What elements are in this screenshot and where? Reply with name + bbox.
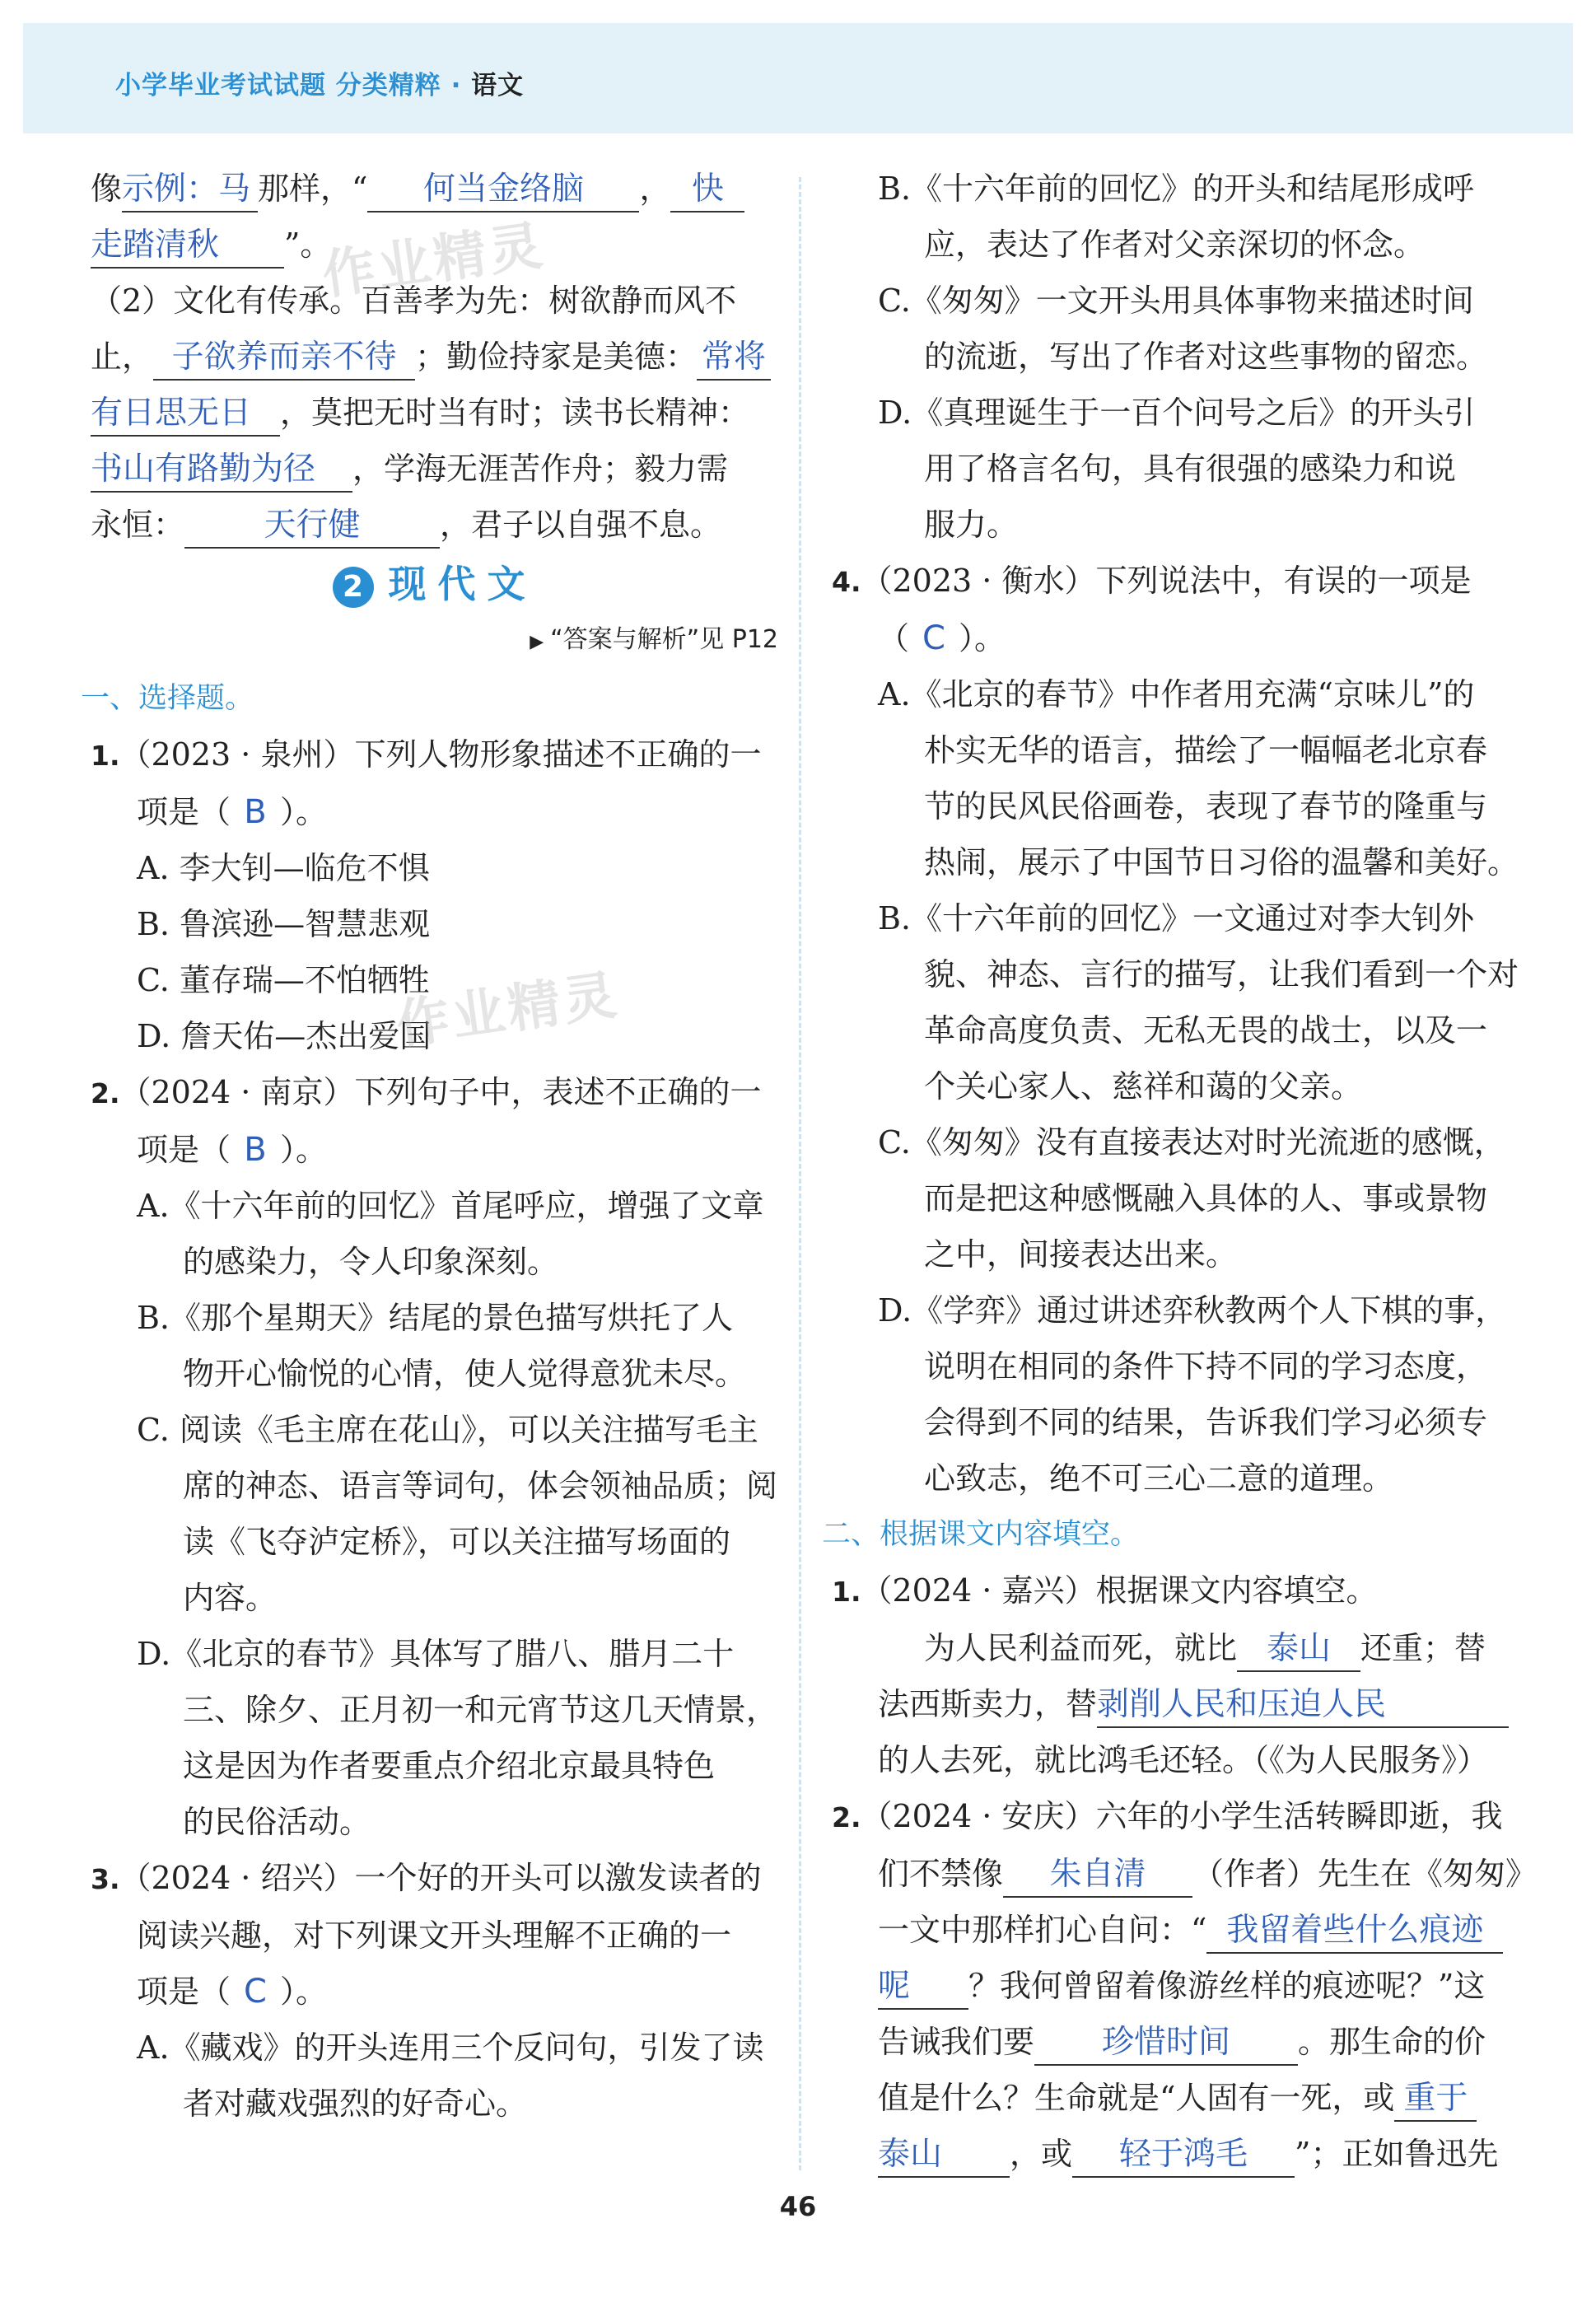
text: ，学海无涯苦作舟；毅力需 — [352, 451, 729, 487]
q2-line-4 — [91, 441, 778, 497]
option: B.《十六年前的回忆》的开头和结尾形成呼 — [878, 170, 1475, 207]
answer-blank: 剥削人民和压迫人民 — [1097, 1684, 1509, 1728]
subject-label: 语文 — [471, 71, 525, 100]
answer-blank: 泰山 — [1237, 1628, 1360, 1672]
answer-choice: B — [244, 793, 267, 831]
text: 项是（ — [137, 794, 231, 830]
text: 还重；替 — [1360, 1630, 1486, 1666]
question-4-stem-2 — [832, 610, 1509, 666]
text: （2024 · 嘉兴）根据课文内容填空。 — [861, 1572, 1378, 1609]
fill-2-line-4 — [832, 1958, 1509, 2014]
text: 。那生命的价 — [1298, 2024, 1486, 2060]
text: 一文中那样扪心自问：“ — [878, 1912, 1207, 1948]
page-number: 46 — [779, 2191, 817, 2222]
option-cont: 服力。 — [924, 507, 1019, 543]
option-cont: 朴实无华的语言，描绘了一幅幅老北京春 — [924, 732, 1488, 768]
text: ”。 — [284, 227, 332, 263]
option-cont: 之中，间接表达出来。 — [924, 1236, 1238, 1273]
option: C.《匆匆》没有直接表达对时光流逝的感慨， — [878, 1124, 1505, 1161]
section-heading: 现代文 — [388, 562, 537, 606]
fill-2-line-2 — [832, 1846, 1538, 1902]
question-number: 1. — [832, 1576, 861, 1608]
option: A.《十六年前的回忆》首尾呼应，增强了文章 — [137, 1188, 764, 1224]
text: ，莫把无时当有时；读书长精神： — [280, 395, 750, 431]
text: 永恒： — [91, 507, 185, 543]
answer-blank: 天行健 — [184, 504, 440, 549]
option-cont: 的感染力，令人印象深刻。 — [183, 1244, 559, 1280]
text: ，君子以自强不息。 — [440, 507, 722, 543]
watermark: 作业精灵 — [319, 215, 549, 307]
text: 那样，“ — [258, 170, 368, 207]
question-1-stem — [91, 726, 778, 784]
question-3-stem-2: 阅读兴趣，对下列课文开头理解不正确的一 — [137, 1917, 732, 1954]
answer-blank: 我留着些什么痕迹 — [1206, 1909, 1503, 1954]
text: （2024 · 绍兴）一个好的开头可以激发读者的 — [119, 1860, 762, 1896]
section-number-badge: 2 — [333, 567, 374, 608]
option: B. 鲁滨逊—智慧悲观 — [137, 906, 431, 942]
text: 为人民利益而死，就比 — [924, 1630, 1238, 1666]
answer-choice: C — [922, 619, 945, 657]
text: （2024 · 安庆）六年的小学生活转瞬即逝，我 — [861, 1798, 1503, 1834]
answer-reference — [91, 612, 778, 670]
right-column — [822, 161, 1538, 2182]
text: “答案与解析”见 P12 — [550, 625, 778, 654]
answer-choice: B — [244, 1131, 267, 1169]
answer-blank: 朱自清 — [1003, 1853, 1192, 1898]
answer-blank: 常将 — [697, 336, 771, 381]
answer-choice: C — [244, 1973, 267, 2011]
section-title — [91, 556, 778, 612]
text: 法西斯卖力，替 — [878, 1686, 1098, 1722]
option: C.《匆匆》一文开头用具体事物来描述时间 — [878, 283, 1474, 319]
option-cont: 节的民风民俗画卷，表现了春节的隆重与 — [924, 788, 1488, 824]
question-number: 2. — [91, 1077, 120, 1109]
option: B.《十六年前的回忆》一文通过对李大钊外 — [878, 900, 1475, 936]
text: ）。 — [280, 1973, 328, 2010]
option: C. 董存瑞—不怕牺牲 — [137, 962, 430, 998]
text: （ — [878, 620, 910, 656]
option-cont: 革命高度负责、无私无畏的战士，以及一 — [924, 1012, 1488, 1049]
question-3-stem-3 — [91, 1964, 778, 2020]
option-cont: 应，表达了作者对父亲深切的怀念。 — [924, 227, 1426, 263]
answer-blank: 珍惜时间 — [1034, 2021, 1298, 2066]
option: D.《学弈》通过讲述弈秋教两个人下棋的事， — [878, 1292, 1507, 1329]
question-number: 4. — [832, 566, 861, 598]
answer-blank: 泰山 — [878, 2133, 1010, 2178]
option-cont: 这是因为作者要重点介绍北京最具特色 — [183, 1748, 716, 1784]
option-cont: 貌、神态、言行的描写，让我们看到一个对 — [924, 956, 1519, 993]
text: （2）文化有传承。百善孝为先：树欲静而风不 — [91, 283, 737, 319]
answer-blank: 何当金络脑 — [367, 168, 639, 213]
text: ）。 — [280, 794, 328, 830]
text: （2024 · 南京）下列句子中，表述不正确的一 — [119, 1074, 762, 1110]
option-cont: 的民俗活动。 — [183, 1804, 371, 1840]
option-cont: 三、除夕、正月初一和元宵节这几天情景， — [183, 1692, 778, 1728]
option-cont: 个关心家人、慈祥和蔼的父亲。 — [924, 1068, 1363, 1105]
fill-2-line-6 — [832, 2070, 1509, 2126]
option: D.《真理诞生于一百个问号之后》的开头引 — [878, 395, 1476, 431]
answer-blank: 呢 — [878, 1965, 968, 2010]
option-cont: 的流逝，写出了作者对这些事物的留恋。 — [924, 339, 1488, 375]
fill-1-stem — [832, 1562, 1509, 1620]
answer-blank: 示例：马 — [122, 168, 258, 213]
question-2-stem — [91, 1064, 778, 1122]
answer-blank: 轻于鸿毛 — [1072, 2133, 1295, 2178]
q2-line-2 — [91, 329, 778, 385]
option: A. 李大钊—临危不惧 — [137, 850, 430, 886]
text: 项是（ — [137, 1132, 231, 1168]
option-cont: 会得到不同的结果，告诉我们学习必须专 — [924, 1404, 1488, 1441]
question-4-stem — [832, 553, 1509, 610]
question-1-stem-2 — [91, 784, 778, 840]
fill-1-line-2 — [832, 1676, 1509, 1732]
answer-blank: 有日思无日 — [91, 392, 280, 437]
answer-blank: 走踏清秋 — [91, 224, 284, 269]
text: 值是什么？生命就是“人固有一死，或 — [878, 2080, 1395, 2116]
option-cont: 用了格言名句，具有很强的感染力和说 — [924, 451, 1457, 487]
question-number: 1. — [91, 740, 120, 772]
answer-blank: 快 — [670, 168, 744, 213]
option: C. 阅读《毛主席在花山》，可以关注描写毛主 — [137, 1412, 758, 1448]
question-number: 2. — [832, 1801, 861, 1833]
triangle-right-icon: ▶ — [530, 632, 544, 652]
answer-blank: 书山有路勤为径 — [91, 448, 352, 493]
text: （2023 · 泉州）下列人物形象描述不正确的一 — [119, 736, 762, 773]
option: B.《那个星期天》结尾的景色描写烘托了人 — [137, 1300, 734, 1336]
option-cont: 席的神态、语言等词句，体会领袖品质；阅 — [183, 1468, 778, 1504]
text: 们不禁像 — [878, 1856, 1004, 1892]
option-cont: 说明在相同的条件下持不同的学习态度， — [924, 1348, 1488, 1385]
column-divider — [799, 177, 801, 2170]
text: ；勤俭持家是美德： — [415, 339, 698, 375]
fill-2-line-7 — [832, 2126, 1509, 2182]
fill-2-line-5 — [832, 2014, 1509, 2070]
option-cont: 而是把这种感慨融入具体的人、事或景物 — [924, 1180, 1488, 1217]
fill-1-line-1 — [832, 1620, 1509, 1676]
category-heading: 一、选择题。 — [81, 682, 254, 715]
text: （作者）先生在《匆匆》 — [1192, 1856, 1538, 1892]
text: ， — [639, 170, 671, 207]
option-cont: 内容。 — [183, 1580, 278, 1616]
fill-1-line-3: 的人去死，就比鸿毛还轻。（《为人民服务》） — [878, 1742, 1489, 1778]
option-cont: 热闹，展示了中国节日习俗的温馨和美好。 — [924, 844, 1519, 880]
option: A.《藏戏》的开头连用三个反问句，引发了读 — [137, 2029, 764, 2066]
text: 告诫我们要 — [878, 2024, 1035, 2060]
question-3-stem — [91, 1850, 778, 1908]
answer-blank: 重于 — [1394, 2077, 1477, 2122]
q2-line-5 — [91, 497, 778, 553]
category-heading: 二、根据课文内容填空。 — [822, 1518, 1140, 1551]
text: ？我何曾留着像游丝样的痕迹呢？”这 — [968, 1968, 1486, 2004]
q2-line-3 — [91, 385, 778, 441]
option: A.《北京的春节》中作者用充满“京味儿”的 — [878, 676, 1475, 712]
option: D.《北京的春节》具体写了腊八、腊月二十 — [137, 1636, 735, 1672]
text: （2023 · 衡水）下列说法中，有误的一项是 — [861, 563, 1472, 599]
poem-line-1 — [91, 161, 778, 217]
book-series: 小学毕业考试试题 分类精粹 — [115, 71, 441, 100]
text: ）。 — [280, 1132, 328, 1168]
watermark: 作业精灵 — [393, 965, 623, 1057]
option: D. 詹天佑—杰出爱国 — [137, 1018, 432, 1054]
text: 止， — [91, 339, 154, 375]
fill-2-line-3 — [832, 1902, 1509, 1958]
text: 像 — [91, 170, 123, 207]
question-2-stem-2 — [91, 1122, 778, 1178]
text: ”；正如鲁迅先 — [1295, 2136, 1499, 2172]
text: 项是（ — [137, 1973, 231, 2010]
text: ，或 — [1010, 2136, 1073, 2172]
book-title — [115, 64, 524, 101]
answer-blank: 子欲养而亲不待 — [153, 336, 415, 381]
option-cont: 物开心愉悦的心情，使人觉得意犹未尽。 — [183, 1356, 747, 1392]
text: ）。 — [959, 620, 1006, 656]
question-number: 3. — [91, 1863, 120, 1895]
left-column — [81, 161, 778, 2132]
title-separator: · — [441, 71, 472, 100]
option-cont: 者对藏戏强烈的好奇心。 — [183, 2085, 528, 2122]
fill-2-line-1 — [832, 1788, 1509, 1846]
option-cont: 心致志，绝不可三心二意的道理。 — [924, 1460, 1394, 1497]
option-cont: 读《飞夺泸定桥》，可以关注描写场面的 — [183, 1524, 731, 1560]
